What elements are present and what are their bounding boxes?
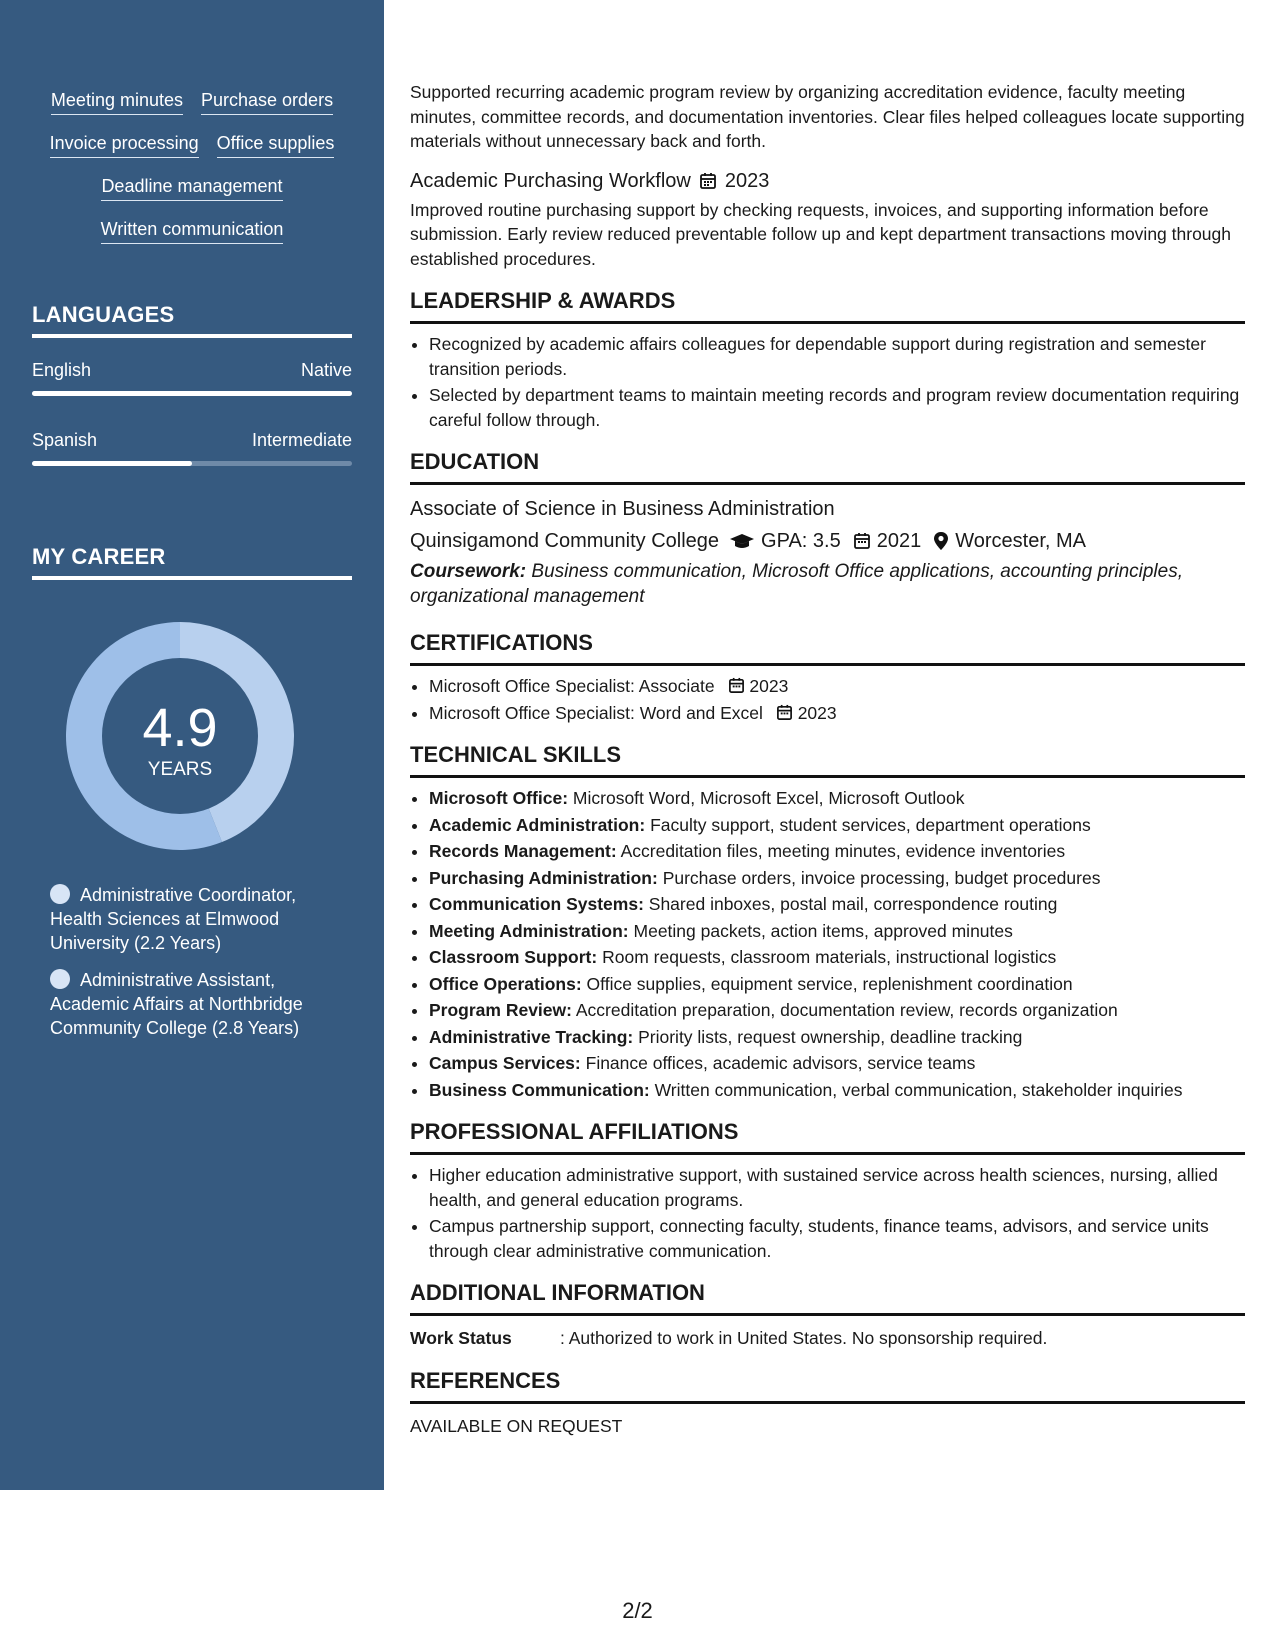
certification-name: Microsoft Office Specialist: Associate [429,676,715,696]
skill-label: Academic Administration: [429,814,646,835]
education-details [410,527,1245,555]
skill-item [429,813,1245,838]
project-description: Supported recurring academic program review by organizing accreditation evidence, faculty meeting minutes, committee records, and documentation inventories. Clear files helped colleagues locate supporting materials without unnecessary back and forth. [410,82,1245,151]
language-bar [32,461,352,466]
list-item: • Recognized by academic affairs colleagues for dependable support during registration and semester transition periods. [429,332,1245,381]
language-row [32,430,352,451]
work-status-label: Work Status [410,1328,512,1348]
skill-label: Business Communication: [429,1079,650,1100]
section-title-affiliations: PROFESSIONAL AFFILIATIONS [410,1118,1245,1155]
calendar-icon [853,532,871,550]
skills-list [410,786,1245,1102]
section-title-technical-skills: TECHNICAL SKILLS [410,741,1245,778]
skill-value: Meeting packets, action items, approved minutes [633,920,1013,941]
list-item: • Campus partnership support, connecting faculty, students, finance teams, advisors, and service units through clear administrative communication. [429,1214,1245,1263]
page-number: 2/2 [622,1598,653,1623]
school-name: Quinsigamond Community College [410,530,720,552]
calendar-icon [776,704,793,721]
leadership-list [410,332,1245,432]
career-legend-item [50,968,340,1040]
skill-label: Office Operations: [429,973,582,994]
legend-label: Administrative Coordinator, Health Sciences at Elmwood University (2.2 Years) [50,885,297,953]
skill-label: Program Review: [429,1000,572,1020]
language-bar-fill [32,461,192,466]
section-title-education: EDUCATION [410,448,1245,485]
section-title-additional-info: ADDITIONAL INFORMATION [410,1279,1245,1316]
language-level: Intermediate [251,430,352,450]
skill-value: Room requests, classroom materials, instructional logistics [602,947,1057,967]
skill-item [429,919,1245,944]
list-item: • Higher education administrative support, with sustained service across health sciences, nursing, allied health, and general education programs. [429,1163,1245,1212]
language-bar-fill [32,391,352,396]
location-pin-icon [933,531,949,551]
skill-tag: Meeting minutes [51,88,183,115]
career-donut-chart [66,622,294,850]
language-name: English [32,360,92,380]
school-location: Worcester, MA [955,530,1086,552]
project-description: Improved routine purchasing support by checking requests, invoices, and supporting information before submission. Early review reduced preventable follow up and kept department transactions moving through established procedures. [410,199,1232,269]
coursework-label: Coursework: [410,561,527,582]
skill-label: Purchasing Administration: [429,867,658,888]
skill-item [429,786,1245,811]
skill-tag: Office supplies [217,131,335,158]
skill-value: Purchase orders, invoice processing, budget procedures [662,867,1101,888]
certification-name: Microsoft Office Specialist: Word and Excel [429,702,763,723]
career-title: MY CAREER [32,544,352,580]
skill-value: Priority lists, request ownership, deadline tracking [638,1026,1023,1047]
skill-value: Written communication, verbal communication, stakeholder inquiries [654,1079,1183,1100]
certification-year: 2023 [797,702,837,723]
references-text: AVAILABLE ON REQUEST [410,1415,623,1436]
languages-title: LANGUAGES [32,302,352,338]
skill-value: Faculty support, student services, department operations [650,814,1091,835]
skill-item [429,866,1245,891]
graduation-cap-icon [729,532,755,550]
section-title-leadership: LEADERSHIP & AWARDS [410,287,1245,324]
skill-tag: Deadline management [101,174,282,201]
coursework-text: Business communication, Microsoft Office applications, accounting principles, organizational management [410,561,1183,607]
skill-item [429,892,1245,917]
career-unit: YEARS [147,759,213,780]
certifications-list [410,674,1245,725]
graduation-year: 2021 [876,530,922,552]
skill-item [429,1078,1245,1103]
skill-tags [32,88,352,262]
skill-label: Classroom Support: [429,947,598,967]
skill-label: Campus Services: [429,1053,581,1073]
career-total: 4.9 [142,698,218,758]
skill-item [429,1051,1245,1076]
skill-value: Accreditation preparation, documentation review, records organization [575,1000,1118,1020]
skill-item [429,1025,1245,1050]
career-legend-item [50,883,340,955]
language-level: Native [300,360,352,380]
skill-tag: Written communication [101,217,284,244]
skill-value: Accreditation files, meeting minutes, evidence inventories [620,841,1066,861]
skill-value: Microsoft Word, Microsoft Excel, Microsoft Outlook [572,788,965,808]
certification-item [429,674,1245,699]
project-header [410,168,1245,194]
list-item: • Selected by department teams to maintain meeting records and program review documentation requiring careful follow through. [429,383,1245,432]
skill-label: Administrative Tracking: [429,1026,634,1047]
calendar-icon [728,677,745,694]
work-status-row [410,1326,1245,1351]
skill-item [429,998,1245,1023]
certification-item [429,701,1245,726]
language-name: Spanish [32,430,98,450]
legend-dot-icon [50,969,70,989]
skill-label: Communication Systems: [429,894,644,914]
legend-dot-icon [50,884,70,904]
skill-label: Meeting Administration: [429,920,629,941]
skill-value: Office supplies, equipment service, replenishment coordination [586,973,1073,994]
skill-item [429,945,1245,970]
calendar-icon [699,172,717,190]
legend-label: Administrative Assistant, Academic Affairs at Northbridge Community College (2.8 Years) [50,970,303,1038]
skill-tag: Purchase orders [201,88,333,115]
language-bar [32,391,352,396]
main-content [410,80,1245,1438]
work-status-value: : Authorized to work in United States. No sponsorship required. [560,1328,1048,1348]
skill-item [429,972,1245,997]
skill-item [429,839,1245,864]
section-title-references: REFERENCES [410,1367,1245,1404]
sidebar [0,0,384,1490]
skill-tag: Invoice processing [50,131,199,158]
project-year: 2023 [724,169,770,192]
skill-label: Microsoft Office: [429,788,569,808]
skill-value: Finance offices, academic advisors, service teams [585,1053,976,1073]
certification-year: 2023 [749,676,789,696]
project-title: Academic Purchasing Workflow [410,169,691,192]
section-title-certifications: CERTIFICATIONS [410,629,1245,666]
gpa: GPA: 3.5 [761,530,841,552]
coursework [410,559,1245,609]
skill-label: Records Management: [429,841,617,861]
affiliations-list [410,1163,1245,1263]
language-row [32,360,352,381]
skill-value: Shared inboxes, postal mail, correspondence routing [648,894,1058,914]
degree-title: Associate of Science in Business Administration [410,498,835,520]
